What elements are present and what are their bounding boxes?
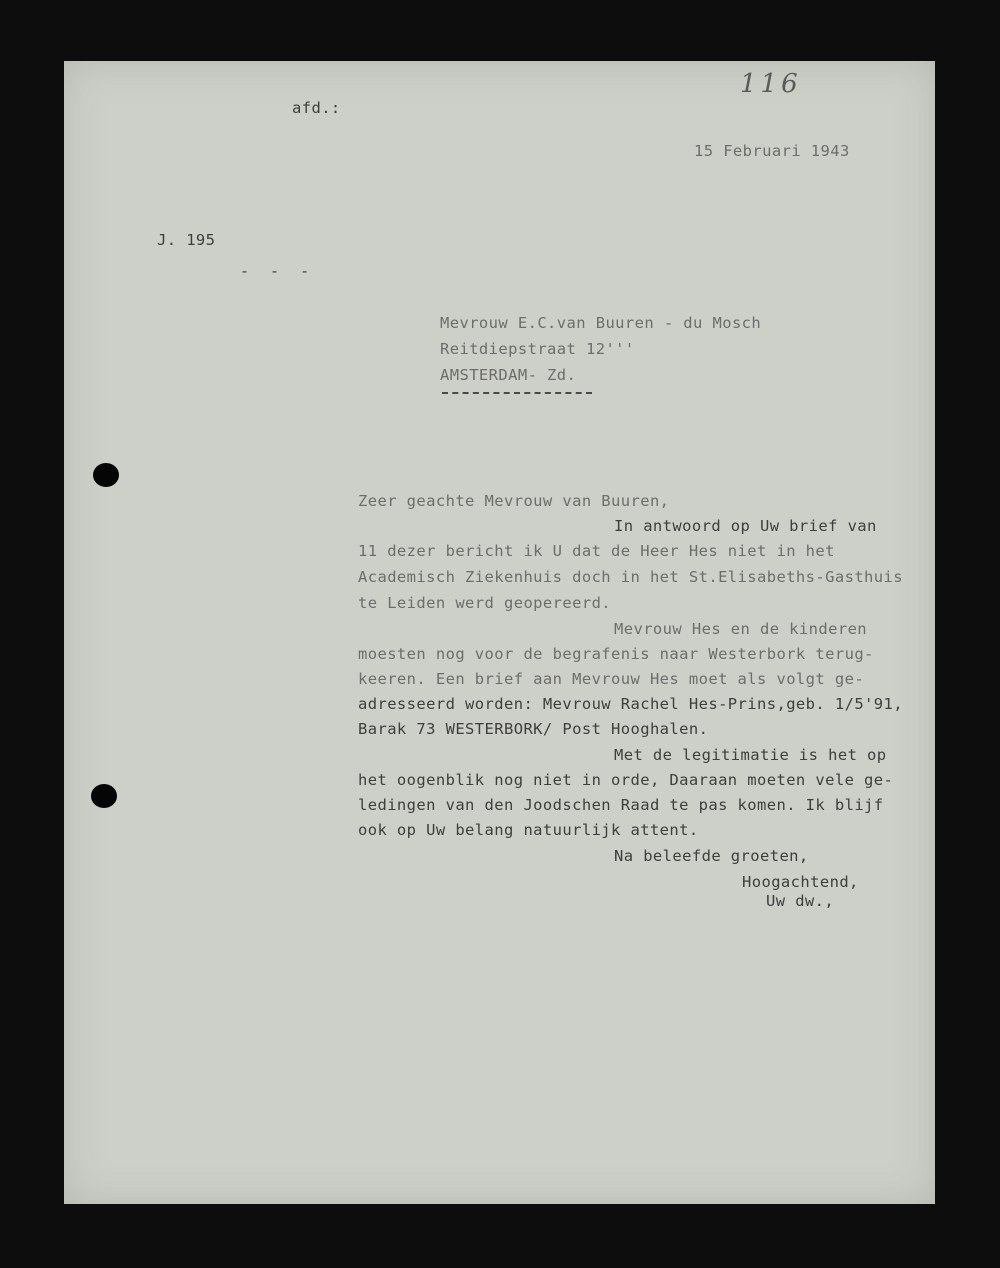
- address-line-street: Reitdiepstraat 12''': [440, 340, 635, 358]
- body-line: keeren. Een brief aan Mevrouw Hes moet als volgt ge-: [358, 670, 865, 688]
- letter-date: 15 Februari 1943: [694, 142, 850, 160]
- department-label: afd.:: [292, 99, 341, 117]
- archive-number: 116: [740, 69, 802, 99]
- body-line: ledingen van den Joodschen Raad te pas komen. Ik blijf: [358, 796, 884, 814]
- body-line: Barak 73 WESTERBORK/ Post Hooghalen.: [358, 720, 709, 738]
- reference-underline: - - -: [240, 262, 316, 280]
- body-line: te Leiden werd geopereerd.: [358, 594, 612, 612]
- salutation: Zeer geachte Mevrouw van Buuren,: [358, 492, 670, 510]
- body-line: Academisch Ziekenhuis doch in het St.Elisabeths-Gasthuis: [358, 568, 903, 586]
- body-line: Mevrouw Hes en de kinderen: [614, 620, 868, 638]
- address-underline: [442, 392, 592, 394]
- reference-number: J. 195: [157, 231, 216, 249]
- body-line: In antwoord op Uw brief van: [614, 517, 877, 535]
- punch-hole: [93, 463, 119, 487]
- body-line: adresseerd worden: Mevrouw Rachel Hes-Prins,geb. 1/5'91,: [358, 695, 903, 713]
- address-line-name: Mevrouw E.C.van Buuren - du Mosch: [440, 314, 762, 332]
- body-line: moesten nog voor de begrafenis naar Westerbork terug-: [358, 645, 874, 663]
- body-line: het oogenblik nog niet in orde, Daaraan moeten vele ge-: [358, 771, 894, 789]
- closing: Hoogachtend,: [742, 873, 859, 891]
- address-line-city: AMSTERDAM- Zd.: [440, 366, 577, 384]
- body-line: ook op Uw belang natuurlijk attent.: [358, 821, 699, 839]
- signature: Uw dw.,: [766, 892, 835, 910]
- body-line: Met de legitimatie is het op: [614, 746, 887, 764]
- body-line: 11 dezer bericht ik U dat de Heer Hes niet in het: [358, 542, 835, 560]
- body-line: Na beleefde groeten,: [614, 847, 809, 865]
- punch-hole: [91, 784, 117, 808]
